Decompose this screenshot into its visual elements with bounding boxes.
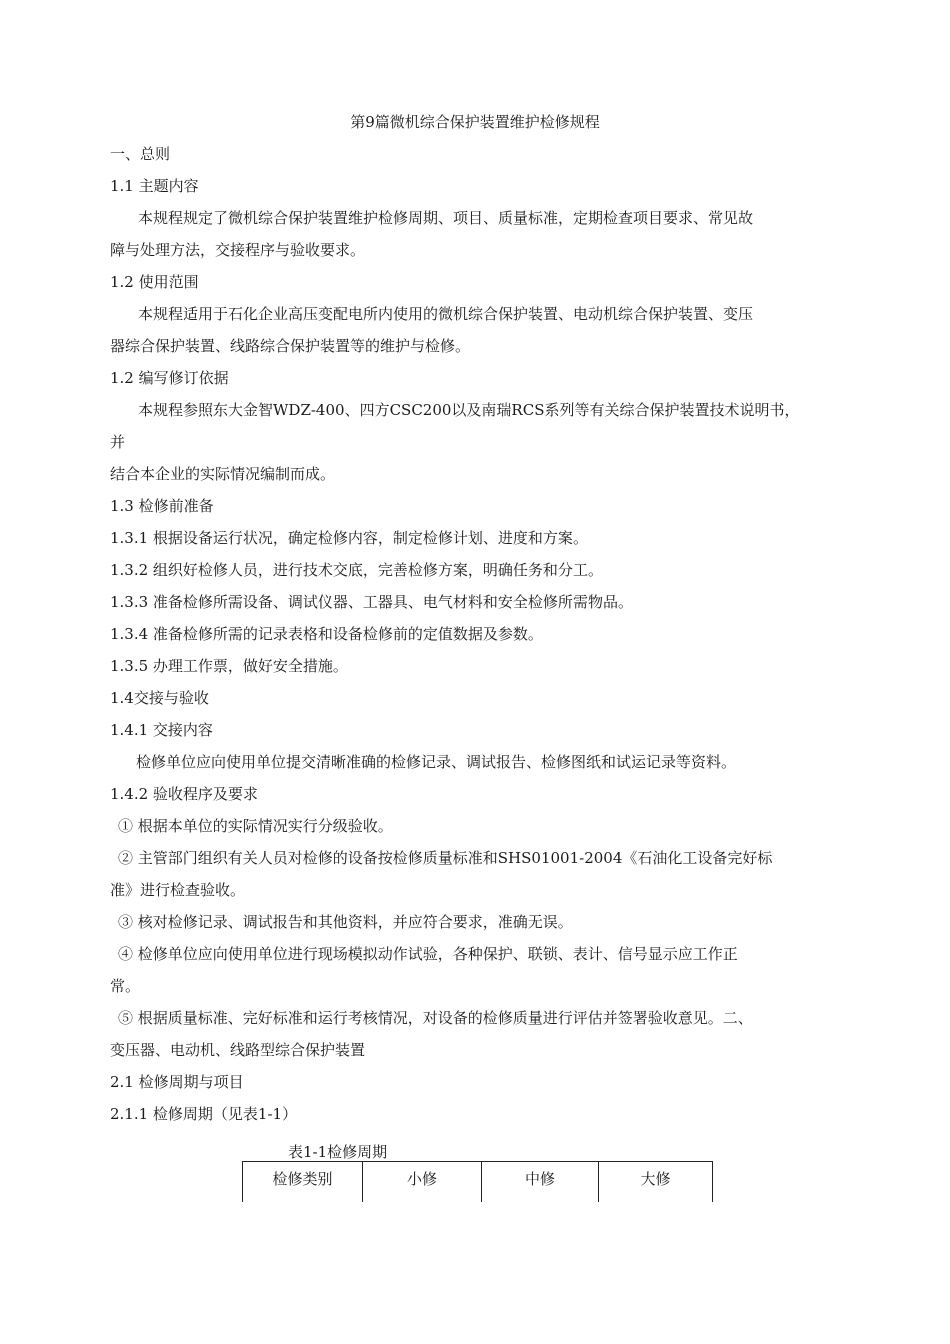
- heading-1-1: 1.1 主题内容: [110, 177, 199, 195]
- item-1-3-5: 1.3.5 办理工作票，做好安全措施。: [110, 657, 348, 675]
- paragraph-line: 检修单位应向使用单位提交清晰准确的检修记录、调试报告、检修图纸和试运记录等资料。: [136, 753, 737, 771]
- heading-1-3: 1.3 检修前准备: [110, 497, 214, 515]
- paragraph-line: 并: [110, 433, 126, 451]
- heading-general: 一、总则: [110, 145, 171, 163]
- table-header-cell: 检修类别: [243, 1162, 363, 1202]
- list-item: ② 主管部门组织有关人员对检修的设备按检修质量标准和SHS01001-2004《石油化工设备完好标: [118, 849, 773, 867]
- list-item: ⑤ 根据质量标准、完好标准和运行考核情况，对设备的检修质量进行评估并签署验收意见。二、: [118, 1009, 753, 1027]
- paragraph-line: 障与处理方法，交接程序与验收要求。: [110, 241, 366, 259]
- paragraph-line: 本规程适用于石化企业高压变配电所内使用的微机综合保护装置、电动机综合保护装置、变压: [138, 305, 754, 323]
- item-1-3-2: 1.3.2 组织好检修人员，进行技术交底，完善检修方案，明确任务和分工。: [110, 561, 603, 579]
- heading-2-1-1: 2.1.1 检修周期（见表1-1）: [110, 1105, 298, 1123]
- item-1-3-3: 1.3.3 准备检修所需设备、调试仪器、工器具、电气材料和安全检修所需物品。: [110, 593, 633, 611]
- paragraph-line: 本规程参照东大金智WDZ-400、四方CSC200以及南瑞RCS系列等有关综合保护装置技术说明书，: [138, 401, 800, 419]
- table-header-row: [243, 1162, 713, 1202]
- paragraph-line: 器综合保护装置、线路综合保护装置等的维护与检修。: [110, 337, 471, 355]
- list-item-continued: 准》进行检查验收。: [110, 881, 246, 899]
- item-1-3-1: 1.3.1 根据设备运行状况，确定检修内容，制定检修计划、进度和方案。: [110, 529, 588, 547]
- heading-1-4-1: 1.4.1 交接内容: [110, 721, 213, 739]
- paragraph-line: 本规程规定了微机综合保护装置维护检修周期、项目、质量标准，定期检查项目要求、常见故: [138, 209, 754, 227]
- list-item: ④ 检修单位应向使用单位进行现场模拟动作试验，各种保护、联锁、表计、信号显示应工作正: [118, 945, 738, 963]
- table-header-cell: 大修: [599, 1162, 713, 1202]
- heading-1-4: 1.4交接与验收: [110, 689, 209, 707]
- heading-1-4-2: 1.4.2 验收程序及要求: [110, 785, 258, 803]
- list-item: ① 根据本单位的实际情况实行分级验收。: [118, 817, 393, 835]
- item-1-3-4: 1.3.4 准备检修所需的记录表格和设备检修前的定值数据及参数。: [110, 625, 543, 643]
- list-item-continued: 常。: [110, 977, 141, 995]
- document-title: 第9篇微机综合保护装置维护检修规程: [350, 113, 600, 131]
- heading-2-1: 2.1 检修周期与项目: [110, 1073, 244, 1091]
- list-item-continued: 变压器、电动机、线路型综合保护装置: [110, 1041, 366, 1059]
- table-header-cell: 中修: [482, 1162, 599, 1202]
- maintenance-cycle-table: [242, 1161, 713, 1202]
- table-header-cell: 小修: [363, 1162, 482, 1202]
- heading-1-2-scope: 1.2 使用范围: [110, 273, 199, 291]
- table-caption: 表1-1检修周期: [288, 1143, 388, 1161]
- heading-1-2-basis: 1.2 编写修订依据: [110, 369, 229, 387]
- paragraph-line: 结合本企业的实际情况编制而成。: [110, 465, 336, 483]
- list-item: ③ 核对检修记录、调试报告和其他资料，并应符合要求，准确无误。: [118, 913, 573, 931]
